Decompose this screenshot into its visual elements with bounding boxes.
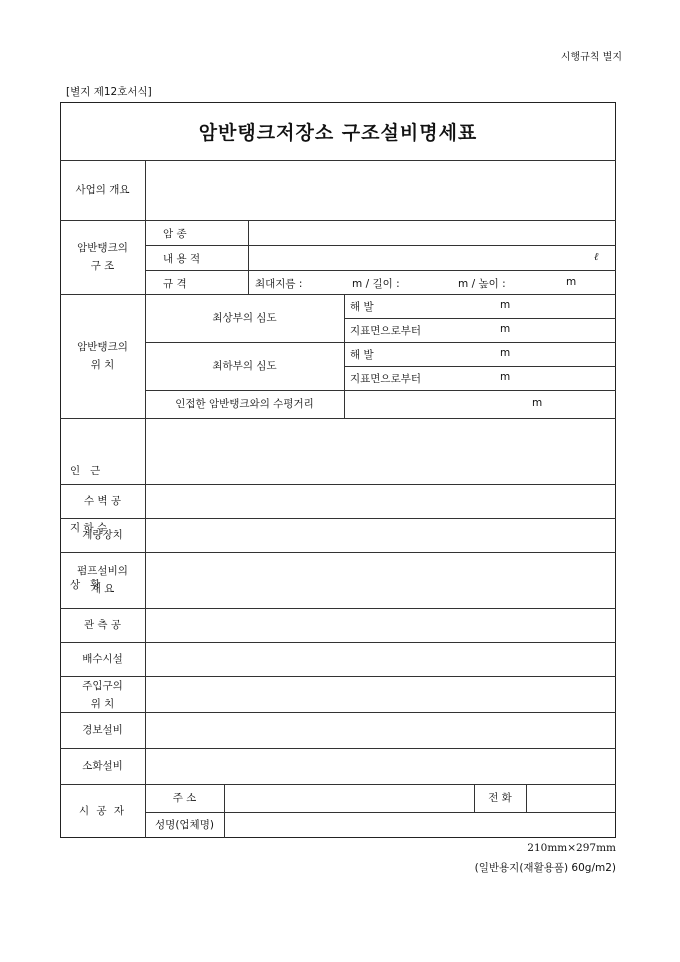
height-label: m / 높이 :: [458, 278, 506, 290]
inlet-label: 주입구의 위 치: [82, 680, 123, 710]
metering-label: 계량장치: [82, 529, 123, 541]
drainage-label: 배수시설: [82, 653, 123, 665]
business-overview-label: 사업의 개요: [75, 184, 130, 196]
address-field[interactable]: [225, 785, 473, 811]
pump-label: 펌프설비의 개 요: [77, 565, 128, 595]
length-label: m / 길이 :: [352, 278, 400, 290]
tank-structure-label: 암반탱크의 구 조: [77, 242, 128, 272]
bottom-altitude-label: 해 발: [350, 349, 374, 361]
drainage-field[interactable]: [146, 643, 615, 675]
paper-size: 210mm×297mm: [527, 842, 616, 854]
tank-location-label: 암반탱크의 위 치: [77, 341, 128, 371]
rule-note: 시행규칙 별지: [560, 52, 622, 63]
observation-label: 관 측 공: [83, 619, 122, 631]
pump-field[interactable]: [146, 553, 615, 607]
rock-type-label: 암 종: [163, 228, 187, 240]
inlet-field[interactable]: [146, 677, 615, 711]
top-altitude-label: 해 발: [350, 301, 374, 313]
capacity-unit: ℓ: [594, 251, 599, 263]
bottom-depth-label: 최하부의 심도: [212, 360, 277, 372]
page-title: 암반탱크저장소 구조설비명세표: [198, 121, 478, 144]
rock-type-field[interactable]: [249, 221, 615, 244]
capacity-field[interactable]: [249, 246, 589, 269]
groundwater-field[interactable]: [146, 419, 615, 483]
bottom-surface-label: 지표면으로부터: [350, 373, 422, 385]
height-unit: m: [566, 276, 577, 288]
phone-label: 전 화: [488, 792, 512, 804]
address-label: 주 소: [172, 792, 197, 804]
alarm-label: 경보설비: [82, 724, 123, 736]
form-label: [별지 제12호서식]: [66, 86, 152, 98]
metering-field[interactable]: [146, 519, 615, 551]
phone-field[interactable]: [527, 785, 615, 811]
top-altitude-unit: m: [500, 299, 511, 311]
water-wall-label: 수 벽 공: [83, 495, 122, 507]
max-diameter-label: 최대지름 :: [255, 278, 303, 290]
water-wall-field[interactable]: [146, 485, 615, 517]
constructor-label: 시 공 자: [78, 805, 127, 817]
name-field[interactable]: [225, 813, 615, 837]
paper-type: (일반용지(재활용품) 60g/m2): [474, 862, 616, 874]
top-surface-label: 지표면으로부터: [350, 325, 422, 337]
capacity-label: 내 용 적: [163, 253, 201, 265]
fire-label: 소화설비: [82, 760, 123, 772]
bottom-surface-unit: m: [500, 371, 511, 383]
observation-field[interactable]: [146, 609, 615, 641]
horizontal-distance-unit: m: [532, 397, 543, 409]
business-overview-field[interactable]: [146, 161, 615, 219]
fire-field[interactable]: [146, 749, 615, 783]
alarm-field[interactable]: [146, 713, 615, 747]
name-label: 성명(업체명): [155, 819, 214, 831]
bottom-altitude-unit: m: [500, 347, 511, 359]
groundwater-label: 인 근 지 하 수 상 황: [70, 465, 108, 591]
horizontal-distance-label: 인접한 암반탱크와의 수평거리: [175, 398, 314, 410]
top-surface-unit: m: [500, 323, 511, 335]
top-depth-label: 최상부의 심도: [212, 312, 277, 324]
spec-label: 규 격: [163, 278, 187, 290]
